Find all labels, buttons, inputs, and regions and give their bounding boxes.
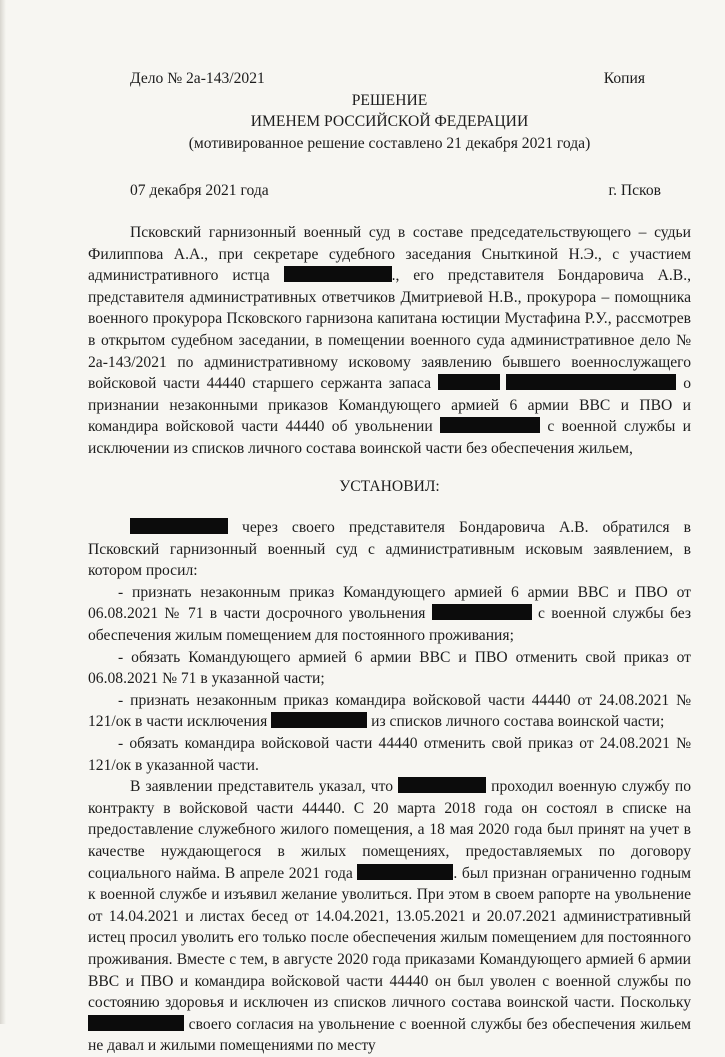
document-header [130, 68, 645, 90]
statement-paragraph [88, 776, 691, 1057]
intro-text-a: Псковский гарнизонный военный суд в составе председательствующего – судьи Филиппова А.А., при секретаре судебного заседания Сныткиной Н.Э., с участием административного истца [88, 223, 691, 285]
title-in-name: ИМЕНЕМ РОССИЙСКОЙ ФЕДЕРАЦИИ [250, 113, 529, 131]
redaction-block [88, 1015, 184, 1031]
claim-item-2: - обязать Командующего армией 6 армии ВВС и ПВО отменить свой приказ от 06.08.2021 № 71 в указанной части; [88, 648, 691, 688]
intro-text-d: с военной службы и исключении из списков личного состава воинской части без обеспечения жильем, [88, 418, 691, 457]
case-number: Дело № 2а-143/2021 [130, 70, 265, 87]
redaction-block [438, 374, 500, 390]
intro-text-c: о признании незаконными приказов Командующего армией 6 армии ВВС и ПВО и командира войсковой части 44440 об увольнении [88, 375, 691, 436]
title-decision: РЕШЕНИЕ [351, 91, 428, 109]
item-text: - признать незаконным приказ Командующего армией 6 армии ВВС и ПВО от 06.08.2021 № 71 в части досрочного увольнения [88, 583, 691, 623]
redaction-block [357, 864, 453, 880]
redaction-block [440, 417, 540, 433]
redaction-block [398, 777, 486, 793]
claim-text: через своего представителя Бондаровича А.В. обратился в Псковский гарнизонный военный суд с административным исковым заявлением, в котором просил: [88, 519, 691, 580]
intro-paragraph [88, 222, 691, 460]
title-note: (мотивированное решение составлено 21 декабря 2021 года) [188, 134, 591, 152]
redaction-block [130, 518, 228, 534]
statement-text-d: своего согласия на увольнение с военной службы без обеспечения жильем не давал и жилыми помещениями по месту [88, 1015, 691, 1055]
decision-city: г. Псков [608, 182, 661, 200]
copy-mark: Копия [603, 70, 645, 87]
decision-date: 07 декабря 2021 года [130, 182, 269, 200]
item-text: из списков личного состава воинской части; [367, 713, 665, 731]
title-block [88, 90, 691, 155]
intro-text-b: ., его представителя Бондаровича А.В., представителя административных ответчиков Дмитриевой Н.В., прокурора – помощника военного прокурора Псковского гарнизона капитана юстиции Мустафина Р.У., рассмотрев в открытом судебном заседании, в помещении военного суда административное дело № 2а-143/2021 по административному исковому заявлению бывшего военнослужащего войсковой части 44440 старшего сержанта запаса [88, 267, 691, 393]
redaction-block [506, 374, 676, 390]
item-text: - признать незаконным приказ командира войсковой части 44440 от 24.08.2021 № 121/ок в части исключения [88, 691, 691, 731]
redaction-block [432, 604, 532, 620]
statement-text-a: В заявлении представитель указал, что [130, 778, 399, 796]
claim-item-4: - обязать командира войсковой части 44440 отменить свой приказ от 24.08.2021 № 121/ок в указанной части. [88, 735, 691, 774]
scan-edge-shadow [0, 0, 6, 1024]
statement-text-c: . был признан ограниченно годным к военной службе и изъявил желание уволиться. При этом в своем рапорте на увольнение от 14.04.2021 и листах бесед от 14.04.2021, 13.05.2021 и 20.07.2021 административный истец просил уволить его только после обеспечения жилым помещением для постоянного проживания. Вместе с тем, в августе 2020 года приказами Командующего армией 6 армии ВВС и ПВО и командира войсковой части 44440 он был уволен с военной службы по состоянию здоровья и исключен из списков личного состава воинской части. Поскольку [88, 864, 691, 1012]
claim-item-1 [88, 582, 691, 647]
claim-item-3 [88, 690, 691, 733]
statement-text-b: проходил военную службу по контракту в войсковой части 44440. С 20 марта 2018 года он состоял в списке на предоставление служебного жилого помещения, а 18 мая 2020 года был принят на учет в качестве нуждающегося в жилых помещениях, предоставляемых по договору социального найма. В апреле 2021 года [88, 778, 691, 882]
established-heading: УСТАНОВИЛ: [339, 477, 440, 495]
redaction-block [284, 266, 392, 282]
date-row [130, 180, 661, 202]
redaction-block [271, 712, 367, 728]
item-text: с военной службы без обеспечения жилым помещением для постоянного проживания; [88, 605, 691, 645]
claim-paragraph [88, 517, 691, 582]
